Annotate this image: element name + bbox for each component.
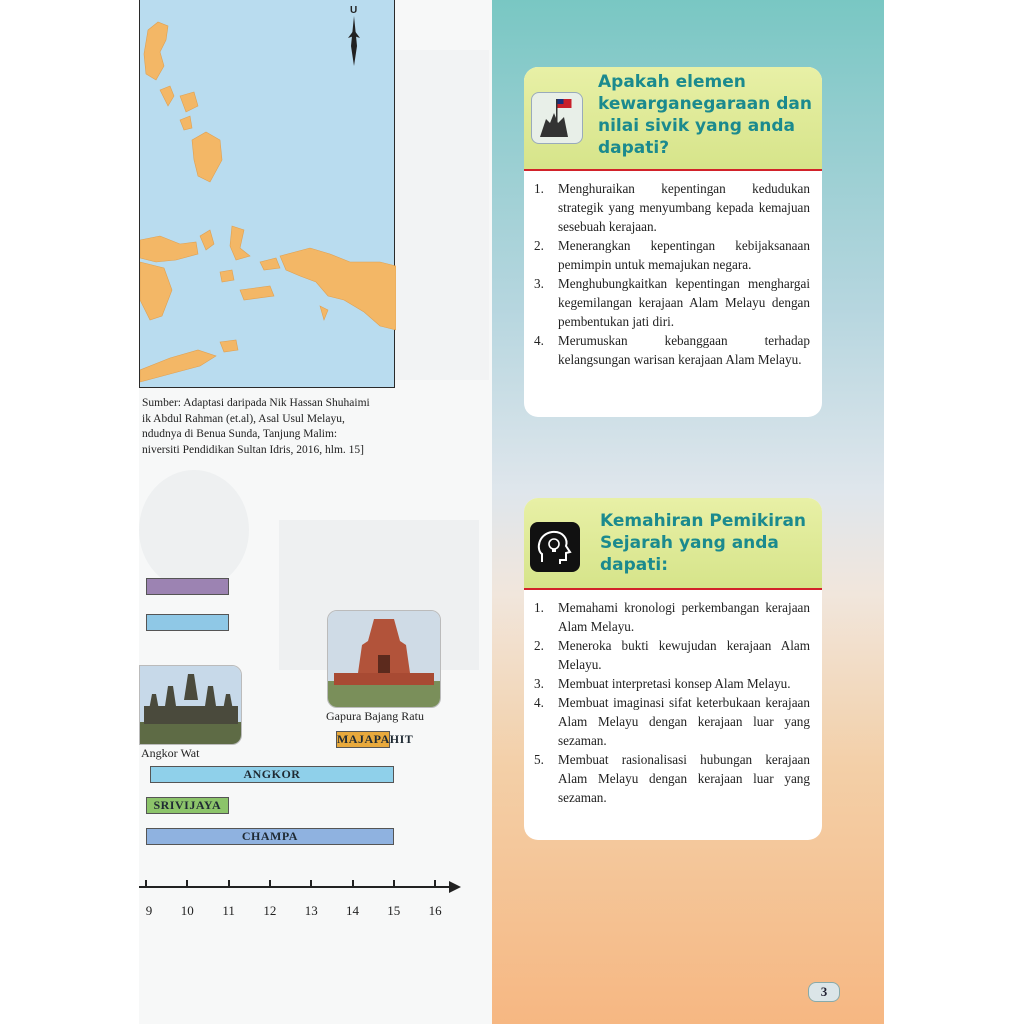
list-item: 1. Menghuraikan kepentingan kedudukan strategik yang menyumbang kepada kemajuan sesebuah kerajaan. <box>534 181 810 234</box>
axis-tick <box>145 880 147 888</box>
axis-tick-label: 13 <box>304 903 318 918</box>
timeline-bar <box>146 614 229 631</box>
gapura-bajang-ratu-photo <box>327 610 441 708</box>
map-source-citation <box>142 396 404 458</box>
list-item: 4. Merumuskan kebanggaan terhadap kelangsungan warisan kerajaan Alam Melayu. <box>534 333 810 367</box>
title-line: kewarganegaraan dan <box>598 94 812 114</box>
axis-tick-label: 16 <box>428 903 442 918</box>
title-line: Kemahiran Pemikiran <box>600 511 807 531</box>
card-title <box>598 71 818 159</box>
card-header <box>524 67 822 171</box>
kingdom-bar-angkor: ANGKOR <box>150 766 394 783</box>
page-number: 3 <box>808 982 840 1002</box>
list-item: 3. Membuat interpretasi konsep Alam Melayu. <box>534 676 791 691</box>
axis-tick <box>393 880 395 888</box>
list-item: 2. Meneroka bukti kewujudan kerajaan Alam Melayu. <box>534 638 810 672</box>
axis-tick <box>186 880 188 888</box>
axis-tick <box>352 880 354 888</box>
kingdom-bar-majapahit: MAJAPAHIT <box>336 732 414 746</box>
source-line: ik Abdul Rahman (et.al), Asal Usul Melayu, <box>142 412 345 425</box>
title-line: dapati: <box>600 555 669 575</box>
ghost-circle <box>139 470 249 590</box>
angkor-wat-photo <box>139 665 242 745</box>
photo-caption: Angkor Wat <box>141 746 200 760</box>
kingdom-bar-champa: CHAMPA <box>146 828 394 845</box>
source-line: Sumber: Adaptasi daripada Nik Hassan Shuhaimi <box>142 397 370 409</box>
source-line: ndudnya di Benua Sunda, Tanjung Malim: <box>142 428 338 440</box>
head-lightbulb-icon <box>530 522 580 572</box>
axis-tick <box>434 880 436 888</box>
timeline-bar <box>146 578 229 595</box>
photo-caption: Gapura Bajang Ratu <box>326 709 424 723</box>
list-item: 5. Membuat rasionalisasi hubungan kerajaan Alam Melayu dengan kerajaan luar yang sezaman. <box>534 752 810 805</box>
list-item: 1. Memahami kronologi perkembangan kerajaan Alam Melayu. <box>534 600 810 634</box>
axis-tick <box>269 880 271 888</box>
map-landmasses <box>140 0 396 388</box>
flag-raising-icon <box>531 92 583 144</box>
axis-tick <box>310 880 312 888</box>
civic-values-card <box>524 67 822 417</box>
civic-list <box>524 171 822 369</box>
card-header <box>524 498 822 590</box>
list-item: 4. Membuat imaginasi sifat keterbukaan kerajaan Alam Melayu dengan kerajaan luar yang sezaman. <box>534 695 810 748</box>
axis-tick-label: 9 <box>145 903 153 918</box>
axis-tick-label: 10 <box>180 903 194 918</box>
southeast-asia-map <box>139 0 395 388</box>
title-line: Sejarah yang anda <box>600 533 779 553</box>
axis-tick-label: 14 <box>346 903 359 918</box>
list-item: 2. Menerangkan kepentingan kebijaksanaan pemimpin untuk memajukan negara. <box>534 238 810 272</box>
historical-thinking-card <box>524 498 822 840</box>
title-line: Apakah elemen <box>598 72 746 92</box>
title-line: dapati? <box>598 138 670 158</box>
skills-list <box>524 590 822 807</box>
axis-tick-label: 11 <box>222 903 235 918</box>
axis-tick <box>228 880 230 888</box>
card-title <box>600 510 820 576</box>
ghost-text-block <box>389 50 489 380</box>
title-line: nilai sivik yang anda <box>598 116 796 136</box>
list-item: 3. Menghubungkaitkan kepentingan menghargai kegemilangan kerajaan Alam Melayu dengan pembentukan jati diri. <box>534 276 810 329</box>
north-label: U <box>350 5 358 16</box>
axis-tick-label: 12 <box>263 903 277 918</box>
axis-arrow-icon <box>449 881 461 893</box>
kingdom-bar-srivijaya: SRIVIJAYA <box>146 797 229 814</box>
source-line: niversiti Pendidikan Sultan Idris, 2016, hlm. 15] <box>142 443 364 456</box>
axis-tick-label: 15 <box>387 903 401 918</box>
